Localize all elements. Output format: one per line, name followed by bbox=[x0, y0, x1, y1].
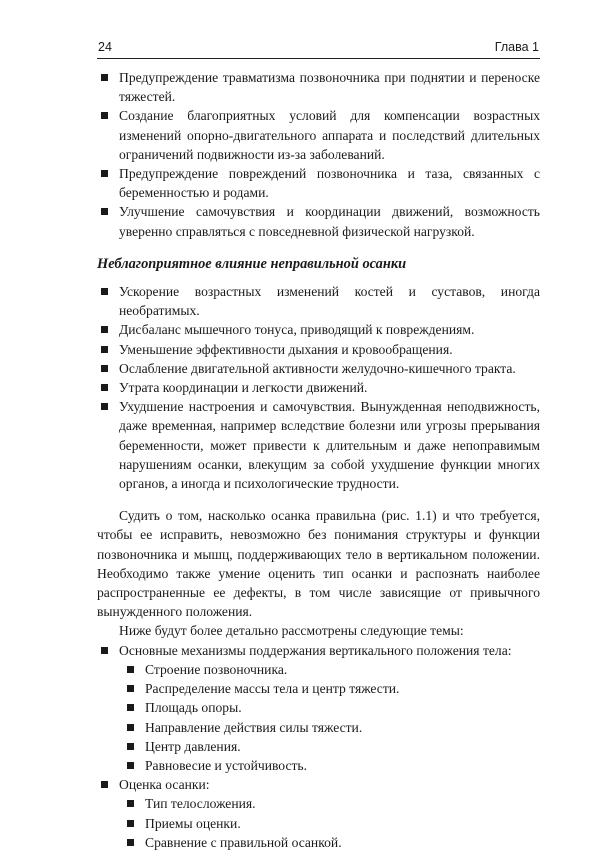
subtopic-item: Равновесие и устойчивость. bbox=[119, 756, 540, 775]
list-item: Ускорение возрастных изменений костей и суставов, иногда необратимых. bbox=[97, 282, 540, 320]
subtopic-item: Сравнение с правильной осанкой. bbox=[119, 833, 540, 852]
list-item: Утрата координации и легкости движений. bbox=[97, 378, 540, 397]
topic-label: Основные механизмы поддержания вертикального положения тела: bbox=[119, 642, 512, 658]
list-item: Ухудшение настроения и самочувствия. Вынужденная неподвижность, даже временная, например вследствие болезни или угрозы прерывания беременности, может привести к длительным и даже непоправимым нарушениям осанки, влекущим за собой ухудшение функции многих органов, а иногда и психологические трудности. bbox=[97, 397, 540, 493]
subtopics-list bbox=[119, 794, 540, 852]
topics-intro: Ниже будут более детально рассмотрены следующие темы: bbox=[119, 623, 464, 639]
subtopic-item: Площадь опоры. bbox=[119, 698, 540, 717]
subtopic-item: Центр давления. bbox=[119, 737, 540, 756]
subtopic-item: Распределение массы тела и центр тяжести. bbox=[119, 679, 540, 698]
subtopic-item: Приемы оценки. bbox=[119, 814, 540, 833]
subtopic-item: Тип телосложения. bbox=[119, 794, 540, 813]
topic-item bbox=[97, 775, 540, 852]
subtopic-item: Направление действия силы тяжести. bbox=[119, 718, 540, 737]
page-body bbox=[97, 68, 540, 852]
running-header bbox=[97, 40, 540, 59]
page-number: 24 bbox=[98, 40, 112, 54]
list-item: Предупреждение повреждений позвоночника и таза, связанных с беременностью и родами. bbox=[97, 164, 540, 202]
list-item: Уменьшение эффективности дыхания и кровообращения. bbox=[97, 340, 540, 359]
chapter-title: Глава 1 bbox=[494, 40, 539, 54]
subtopic-item: Строение позвоночника. bbox=[119, 660, 540, 679]
list-item: Улучшение самочувствия и координации движений, возможность уверенно справляться с повседневной физической нагрузкой. bbox=[97, 202, 540, 240]
body-paragraph: Судить о том, насколько осанка правильна (рис. 1.1) и что требуется, чтобы ее исправить, невозможно без понимания структуры и функции позвоночника и мышц, поддерживающих тело в вертикальном положении. Необходимо также умение оценить тип осанки и распознать наиболее распространенные ее дефекты, в том числе зависящие от привычного вынужденного положения. bbox=[97, 508, 540, 620]
topic-item bbox=[97, 641, 540, 775]
subtopics-list bbox=[119, 660, 540, 775]
list-item: Дисбаланс мышечного тонуса, приводящий к повреждениям. bbox=[97, 320, 540, 339]
list-item: Создание благоприятных условий для компенсации возрастных изменений опорно-двигательного аппарата и последствий длительных ограничений подвижности из-за заболеваний. bbox=[97, 106, 540, 164]
negative-effects-list bbox=[97, 282, 540, 493]
list-item: Предупреждение травматизма позвоночника при поднятии и переноске тяжестей. bbox=[97, 68, 540, 106]
benefits-list bbox=[97, 68, 540, 241]
topics-list bbox=[97, 641, 540, 852]
section-heading: Неблагоприятное влияние неправильной осанки bbox=[97, 255, 407, 272]
topic-label: Оценка осанки: bbox=[119, 777, 210, 793]
list-item: Ослабление двигательной активности желудочно-кишечного тракта. bbox=[97, 359, 540, 378]
